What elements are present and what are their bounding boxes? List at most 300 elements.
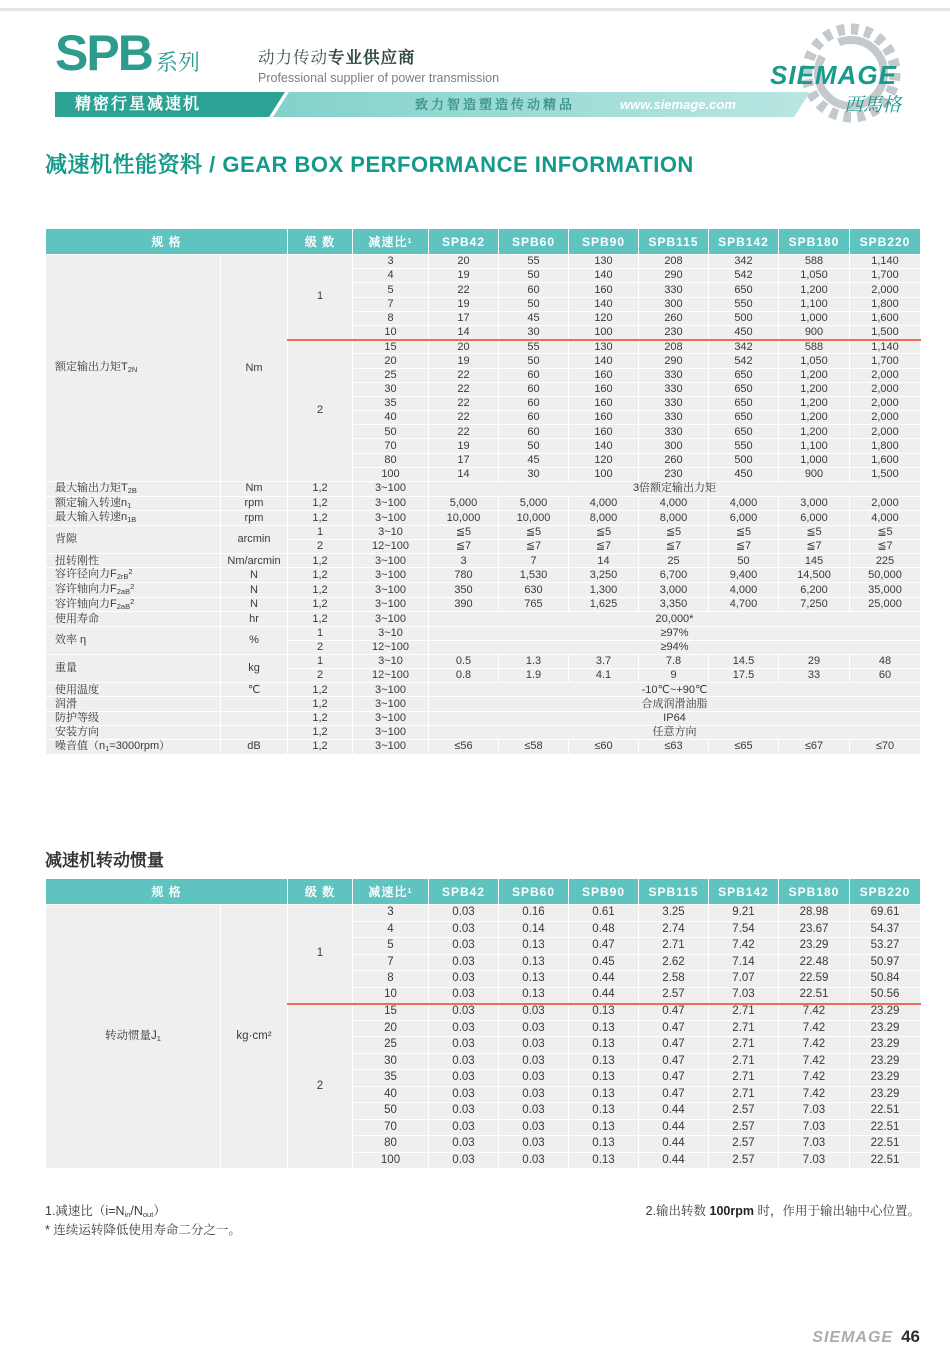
table-cell: 合成润滑油脂 xyxy=(429,697,921,711)
table-cell: 17 xyxy=(429,453,499,467)
table-cell: 6,000 xyxy=(709,511,779,526)
table-cell: 20 xyxy=(353,354,429,368)
table-cell: 6,000 xyxy=(779,511,850,526)
table-cell: 650 xyxy=(709,396,779,410)
table-cell: 8,000 xyxy=(639,511,709,526)
table-cell: 3~10 xyxy=(353,525,429,539)
table-cell: 160 xyxy=(569,396,639,410)
table-cell: 208 xyxy=(639,255,709,269)
table-cell: kg xyxy=(221,654,288,682)
table-cell: 1 xyxy=(288,654,353,668)
table-cell: 7.42 xyxy=(779,1020,850,1037)
table-cell: 55 xyxy=(499,340,569,354)
table-cell: 7.03 xyxy=(709,987,779,1004)
table-cell: 0.16 xyxy=(499,905,569,922)
table-cell: % xyxy=(221,626,288,654)
table-cell: ≦5 xyxy=(779,525,850,539)
table-cell: 1,200 xyxy=(779,425,850,439)
table-cell: 3~10 xyxy=(353,626,429,640)
table-cell: 0.44 xyxy=(569,971,639,988)
row-label: 容许轴向力$F_{2aB}^2$ xyxy=(46,597,221,612)
row-label: 重量 xyxy=(46,654,221,682)
table-cell: 1,200 xyxy=(779,368,850,382)
table-cell: 转动惯量$J_1$ xyxy=(46,905,221,1169)
table-cell: 7 xyxy=(353,954,429,971)
table-cell: 29 xyxy=(779,654,850,668)
table-cell xyxy=(221,725,288,739)
column-header: 减速比$^1$ xyxy=(353,879,429,905)
table-cell: 7.42 xyxy=(779,1053,850,1070)
table-cell: 0.03 xyxy=(429,1086,499,1103)
table-cell: 0.03 xyxy=(499,1070,569,1087)
table-cell: 1,530 xyxy=(499,568,569,583)
table-cell: 80 xyxy=(353,453,429,467)
table-cell: 10,000 xyxy=(499,511,569,526)
supplier-tagline-cn: 动力传动专业供应商 xyxy=(258,49,416,67)
table-cell: 0.03 xyxy=(429,1152,499,1169)
table-cell: 588 xyxy=(779,255,850,269)
table-cell: 35,000 xyxy=(850,583,921,598)
row-label: 最大输出力矩$T_{2B}$ xyxy=(46,482,221,497)
table-cell: 650 xyxy=(709,425,779,439)
table-cell: 50 xyxy=(353,425,429,439)
table-cell: 7.03 xyxy=(779,1103,850,1120)
table-cell: 500 xyxy=(709,453,779,467)
table-cell: 2,000 xyxy=(850,396,921,410)
table-cell: 140 xyxy=(569,297,639,311)
table-cell: 780 xyxy=(429,568,499,583)
table-cell: 1,100 xyxy=(779,297,850,311)
table-cell: 3 xyxy=(353,255,429,269)
table-cell: 5,000 xyxy=(499,496,569,511)
series-suffix: 系列 xyxy=(155,50,200,75)
table-cell: 0.47 xyxy=(639,1020,709,1037)
table-cell: 130 xyxy=(569,340,639,354)
website-url: www.siemage.com xyxy=(620,97,736,112)
table-cell: 7.14 xyxy=(709,954,779,971)
table-cell: 10,000 xyxy=(429,511,499,526)
table-cell: 0.13 xyxy=(499,954,569,971)
company-logo xyxy=(770,22,930,124)
table-cell: 3.7 xyxy=(569,654,639,668)
table-cell: ≦5 xyxy=(709,525,779,539)
table-cell: 2.74 xyxy=(639,921,709,938)
table-cell: 2.57 xyxy=(709,1103,779,1120)
page-number: 46 xyxy=(901,1327,920,1346)
table-cell: hr xyxy=(221,612,288,626)
table-cell: 28.98 xyxy=(779,905,850,922)
table-cell: 1.3 xyxy=(499,654,569,668)
table-cell: 4,000 xyxy=(639,496,709,511)
table-cell: 225 xyxy=(850,554,921,568)
table-cell: 60 xyxy=(499,382,569,396)
table-cell: 2.71 xyxy=(639,938,709,955)
table-cell: ≥97% xyxy=(429,626,921,640)
table-cell: 0.03 xyxy=(429,921,499,938)
table-cell: Nm xyxy=(221,255,288,482)
table-cell: 1,800 xyxy=(850,439,921,453)
table-cell: 342 xyxy=(709,255,779,269)
table-cell: 2,000 xyxy=(850,411,921,425)
table-cell: 5 xyxy=(353,283,429,297)
table-cell: 7 xyxy=(499,554,569,568)
table-cell: 2.71 xyxy=(709,1086,779,1103)
table-cell: 650 xyxy=(709,283,779,297)
table-cell: 3~100 xyxy=(353,697,429,711)
table-cell xyxy=(221,697,288,711)
table-cell: 1.9 xyxy=(499,669,569,683)
table-cell: 14 xyxy=(569,554,639,568)
table-cell: 2.57 xyxy=(709,1136,779,1153)
table-cell: 8,000 xyxy=(569,511,639,526)
table-cell: 0.47 xyxy=(569,938,639,955)
table-cell: 33 xyxy=(779,669,850,683)
table-cell: ≤63 xyxy=(639,740,709,755)
table-cell: 0.13 xyxy=(569,1103,639,1120)
table-cell: 1,000 xyxy=(779,311,850,325)
banner-slogan: 致力智造塑造传动精品 xyxy=(415,97,576,112)
table-cell: 19 xyxy=(429,297,499,311)
table-cell: 7,250 xyxy=(779,597,850,612)
table-cell: 2 xyxy=(288,540,353,554)
table-cell: 2.57 xyxy=(709,1152,779,1169)
table-cell: 330 xyxy=(639,382,709,396)
table-cell: 0.44 xyxy=(639,1103,709,1120)
table-cell: 23.29 xyxy=(850,1053,921,1070)
column-header: 减速比$^1$ xyxy=(353,229,429,255)
table-cell: ≦5 xyxy=(569,525,639,539)
table-cell: 3.25 xyxy=(639,905,709,922)
table-cell: 0.03 xyxy=(429,987,499,1004)
table-cell: 650 xyxy=(709,368,779,382)
table-cell: 1,600 xyxy=(850,453,921,467)
table-cell: 1,625 xyxy=(569,597,639,612)
table-cell: 3~100 xyxy=(353,612,429,626)
table-cell: 2,000 xyxy=(850,425,921,439)
column-header: SPB180 xyxy=(779,879,850,905)
table-cell: 0.13 xyxy=(499,938,569,955)
table-cell: 69.61 xyxy=(850,905,921,922)
row-label: 最大输入转速$n_{1B}$ xyxy=(46,511,221,526)
table-cell: 0.44 xyxy=(569,987,639,1004)
table-cell: 80 xyxy=(353,1136,429,1153)
table-cell: 3~100 xyxy=(353,482,429,497)
table-cell: 14.5 xyxy=(709,654,779,668)
table-cell: 53.27 xyxy=(850,938,921,955)
table-cell: 25,000 xyxy=(850,597,921,612)
table-cell: Nm/arcmin xyxy=(221,554,288,568)
table-cell: 0.45 xyxy=(569,954,639,971)
table-cell: 160 xyxy=(569,368,639,382)
table-cell: 0.14 xyxy=(499,921,569,938)
table-cell: 140 xyxy=(569,354,639,368)
table-cell: 3~100 xyxy=(353,725,429,739)
table-cell: N xyxy=(221,597,288,612)
column-header: 级 数 xyxy=(288,229,353,255)
table-cell: 3~100 xyxy=(353,683,429,697)
table-cell: ≦7 xyxy=(850,540,921,554)
performance-table-container xyxy=(45,228,921,755)
table-cell: 7.03 xyxy=(779,1152,850,1169)
column-header: SPB60 xyxy=(499,879,569,905)
table-cell: 50.56 xyxy=(850,987,921,1004)
table-cell: 9 xyxy=(639,669,709,683)
footnote-asterisk: * 连续运转降低使用寿命二分之一。 xyxy=(45,1223,241,1238)
table-cell: 0.13 xyxy=(569,1020,639,1037)
table-cell: 0.44 xyxy=(639,1136,709,1153)
table-cell: 40 xyxy=(353,411,429,425)
table-cell: ≤70 xyxy=(850,740,921,755)
table-cell: 4,000 xyxy=(569,496,639,511)
table-cell: 0.13 xyxy=(569,1152,639,1169)
table-cell: 60 xyxy=(499,283,569,297)
table-cell: 290 xyxy=(639,354,709,368)
table-cell: 5 xyxy=(353,938,429,955)
row-label: 额定输入转速$n_1$ xyxy=(46,496,221,511)
table-cell: 7.42 xyxy=(779,1037,850,1054)
table-cell: ≦7 xyxy=(779,540,850,554)
table-cell: 0.13 xyxy=(569,1004,639,1021)
table-cell: 9.21 xyxy=(709,905,779,922)
table-cell: 900 xyxy=(779,467,850,481)
table-cell: 450 xyxy=(709,467,779,481)
table-cell: 0.03 xyxy=(499,1103,569,1120)
table-cell: 14,500 xyxy=(779,568,850,583)
table-cell: 10 xyxy=(353,987,429,1004)
table-cell: 22 xyxy=(429,368,499,382)
table-cell: 650 xyxy=(709,411,779,425)
table-cell: 208 xyxy=(639,340,709,354)
table-cell: 2.71 xyxy=(709,1070,779,1087)
table-cell: 100 xyxy=(353,467,429,481)
table-cell: 9,400 xyxy=(709,568,779,583)
table-cell: 0.13 xyxy=(499,987,569,1004)
column-header: 规 格 xyxy=(46,229,288,255)
table-cell: 4 xyxy=(353,921,429,938)
table-cell: 330 xyxy=(639,425,709,439)
table-cell: arcmin xyxy=(221,525,288,553)
table-cell: 550 xyxy=(709,297,779,311)
table-cell: 35 xyxy=(353,396,429,410)
table-cell: 3~100 xyxy=(353,597,429,612)
table-cell: 17 xyxy=(429,311,499,325)
table-cell: 290 xyxy=(639,269,709,283)
table-cell: 2 xyxy=(288,669,353,683)
table-cell: 12~100 xyxy=(353,640,429,654)
table-cell: 2.71 xyxy=(709,1053,779,1070)
table-cell: 342 xyxy=(709,340,779,354)
table-cell: 2.71 xyxy=(709,1037,779,1054)
column-header: SPB115 xyxy=(639,879,709,905)
table-cell: 0.03 xyxy=(429,1119,499,1136)
table-cell: 300 xyxy=(639,297,709,311)
table-cell: 260 xyxy=(639,311,709,325)
table-cell: 45 xyxy=(499,311,569,325)
table-cell: 0.61 xyxy=(569,905,639,922)
table-cell: 0.47 xyxy=(639,1086,709,1103)
column-header: 级 数 xyxy=(288,879,353,905)
table-cell: 1 xyxy=(288,905,353,1004)
table-cell: 19 xyxy=(429,354,499,368)
table-cell: 20 xyxy=(429,255,499,269)
table-cell: 1 xyxy=(288,255,353,340)
table-cell: 54.37 xyxy=(850,921,921,938)
table-cell: ≦5 xyxy=(850,525,921,539)
table-cell: ≤58 xyxy=(499,740,569,755)
footnote-right: 2.输出转数 100rpm 时，作用于输出轴中心位置。 xyxy=(645,1204,920,1218)
table-cell: 60 xyxy=(499,368,569,382)
table-cell: 3~10 xyxy=(353,654,429,668)
table-cell: 1,2 xyxy=(288,597,353,612)
table-cell: 45 xyxy=(499,453,569,467)
table-cell: 20 xyxy=(429,340,499,354)
table-cell: 70 xyxy=(353,439,429,453)
table-cell: 3,250 xyxy=(569,568,639,583)
column-header: SPB142 xyxy=(709,879,779,905)
table-cell: 500 xyxy=(709,311,779,325)
table-cell: 2.71 xyxy=(709,1004,779,1021)
table-cell: N xyxy=(221,568,288,583)
table-cell: 0.13 xyxy=(569,1086,639,1103)
table-cell: 0.44 xyxy=(639,1119,709,1136)
table-cell: 2 xyxy=(288,640,353,654)
table-cell: 22.51 xyxy=(850,1103,921,1120)
table-cell: 1,050 xyxy=(779,354,850,368)
supplier-tagline-en: Professional supplier of power transmission xyxy=(258,71,500,85)
table-cell: 23.67 xyxy=(779,921,850,938)
table-cell: 15 xyxy=(353,340,429,354)
table-cell: 7.42 xyxy=(779,1086,850,1103)
table-cell: 2.71 xyxy=(709,1020,779,1037)
table-cell: 7.42 xyxy=(779,1004,850,1021)
table-cell: 390 xyxy=(429,597,499,612)
table-cell: 22 xyxy=(429,411,499,425)
table-cell: 0.03 xyxy=(429,1136,499,1153)
table-cell: 2.58 xyxy=(639,971,709,988)
row-label: 使用温度 xyxy=(46,683,221,697)
column-header: SPB90 xyxy=(569,879,639,905)
table-cell: 23.29 xyxy=(850,1020,921,1037)
table-cell: 100 xyxy=(353,1152,429,1169)
table-cell: 50 xyxy=(709,554,779,568)
table-cell: 0.48 xyxy=(569,921,639,938)
table-cell: 1,2 xyxy=(288,711,353,725)
table-cell: 330 xyxy=(639,368,709,382)
table-cell: 1,600 xyxy=(850,311,921,325)
table-cell: ≤56 xyxy=(429,740,499,755)
row-label: 安装方向 xyxy=(46,725,221,739)
footnotes xyxy=(45,1202,920,1241)
table-cell: ≦7 xyxy=(499,540,569,554)
table-cell: 230 xyxy=(639,467,709,481)
table-cell: 2.57 xyxy=(639,987,709,1004)
table-cell: 0.03 xyxy=(499,1037,569,1054)
table-cell: 1,200 xyxy=(779,382,850,396)
table-cell: 0.03 xyxy=(499,1136,569,1153)
table-cell: 30 xyxy=(353,1053,429,1070)
table-cell: 2.62 xyxy=(639,954,709,971)
table-cell: 22.51 xyxy=(850,1152,921,1169)
table-cell: 任意方向 xyxy=(429,725,921,739)
row-label: 容许径向力$F_{2rB}^2$ xyxy=(46,568,221,583)
table-cell: 3 xyxy=(429,554,499,568)
product-category-label: 精密行星减速机 xyxy=(75,96,202,113)
table-cell: 25 xyxy=(353,368,429,382)
table-cell: 50.84 xyxy=(850,971,921,988)
gearbox-performance-table xyxy=(45,228,921,755)
table-cell: 0.13 xyxy=(499,971,569,988)
table-cell: 7.8 xyxy=(639,654,709,668)
table-cell: 22 xyxy=(429,396,499,410)
table-cell: 1,2 xyxy=(288,568,353,583)
table-cell: 350 xyxy=(429,583,499,598)
table-cell: 1,500 xyxy=(850,467,921,481)
table-cell: 300 xyxy=(639,439,709,453)
table-cell: 160 xyxy=(569,425,639,439)
table-cell: 20,000* xyxy=(429,612,921,626)
series-logo xyxy=(55,25,200,81)
logo-chinese-name: 西馬格 xyxy=(844,95,902,116)
table-cell: 0.5 xyxy=(429,654,499,668)
table-cell: 3 xyxy=(353,905,429,922)
table-cell: 3~100 xyxy=(353,583,429,598)
row-label: 扭转刚性 xyxy=(46,554,221,568)
table-cell: 1,700 xyxy=(850,354,921,368)
table-cell: 230 xyxy=(639,325,709,339)
table-cell: 1,2 xyxy=(288,725,353,739)
table-cell: 1,200 xyxy=(779,396,850,410)
table-cell: 1,200 xyxy=(779,283,850,297)
table-cell: 14 xyxy=(429,325,499,339)
table-cell: 60 xyxy=(499,396,569,410)
table-cell: 100 xyxy=(569,325,639,339)
row-label: 噪音值$(n_1=3000rpm)$ xyxy=(46,740,221,755)
footnote-2: 2.输出转数 xyxy=(645,1204,710,1218)
table-cell: 6,200 xyxy=(779,583,850,598)
table-cell: 0.8 xyxy=(429,669,499,683)
table-cell: 120 xyxy=(569,311,639,325)
table-cell: 22.51 xyxy=(850,1136,921,1153)
table-cell: 542 xyxy=(709,269,779,283)
row-label: 润滑 xyxy=(46,697,221,711)
table-cell: 1,800 xyxy=(850,297,921,311)
table-cell: 0.47 xyxy=(639,1004,709,1021)
series-name: SPB xyxy=(55,25,152,81)
table-cell: ≤67 xyxy=(779,740,850,755)
table-cell: ≥94% xyxy=(429,640,921,654)
table-cell: 30 xyxy=(353,382,429,396)
table-cell: 2 xyxy=(288,340,353,482)
table-cell: 55 xyxy=(499,255,569,269)
table-cell: 765 xyxy=(499,597,569,612)
column-header: SPB60 xyxy=(499,229,569,255)
table-cell: 48 xyxy=(850,654,921,668)
table-cell: 550 xyxy=(709,439,779,453)
table-cell: 25 xyxy=(353,1037,429,1054)
table-cell: 0.13 xyxy=(569,1070,639,1087)
table-cell: 4.1 xyxy=(569,669,639,683)
table-cell: 7 xyxy=(353,297,429,311)
table-cell: 130 xyxy=(569,255,639,269)
table-cell: IP64 xyxy=(429,711,921,725)
table-cell: 0.03 xyxy=(429,1004,499,1021)
table-cell: 0.03 xyxy=(499,1053,569,1070)
table-cell: 0.44 xyxy=(639,1152,709,1169)
table-cell: 2,000 xyxy=(850,368,921,382)
table-cell: 0.13 xyxy=(569,1136,639,1153)
header-banner xyxy=(55,92,810,117)
table-cell: 588 xyxy=(779,340,850,354)
